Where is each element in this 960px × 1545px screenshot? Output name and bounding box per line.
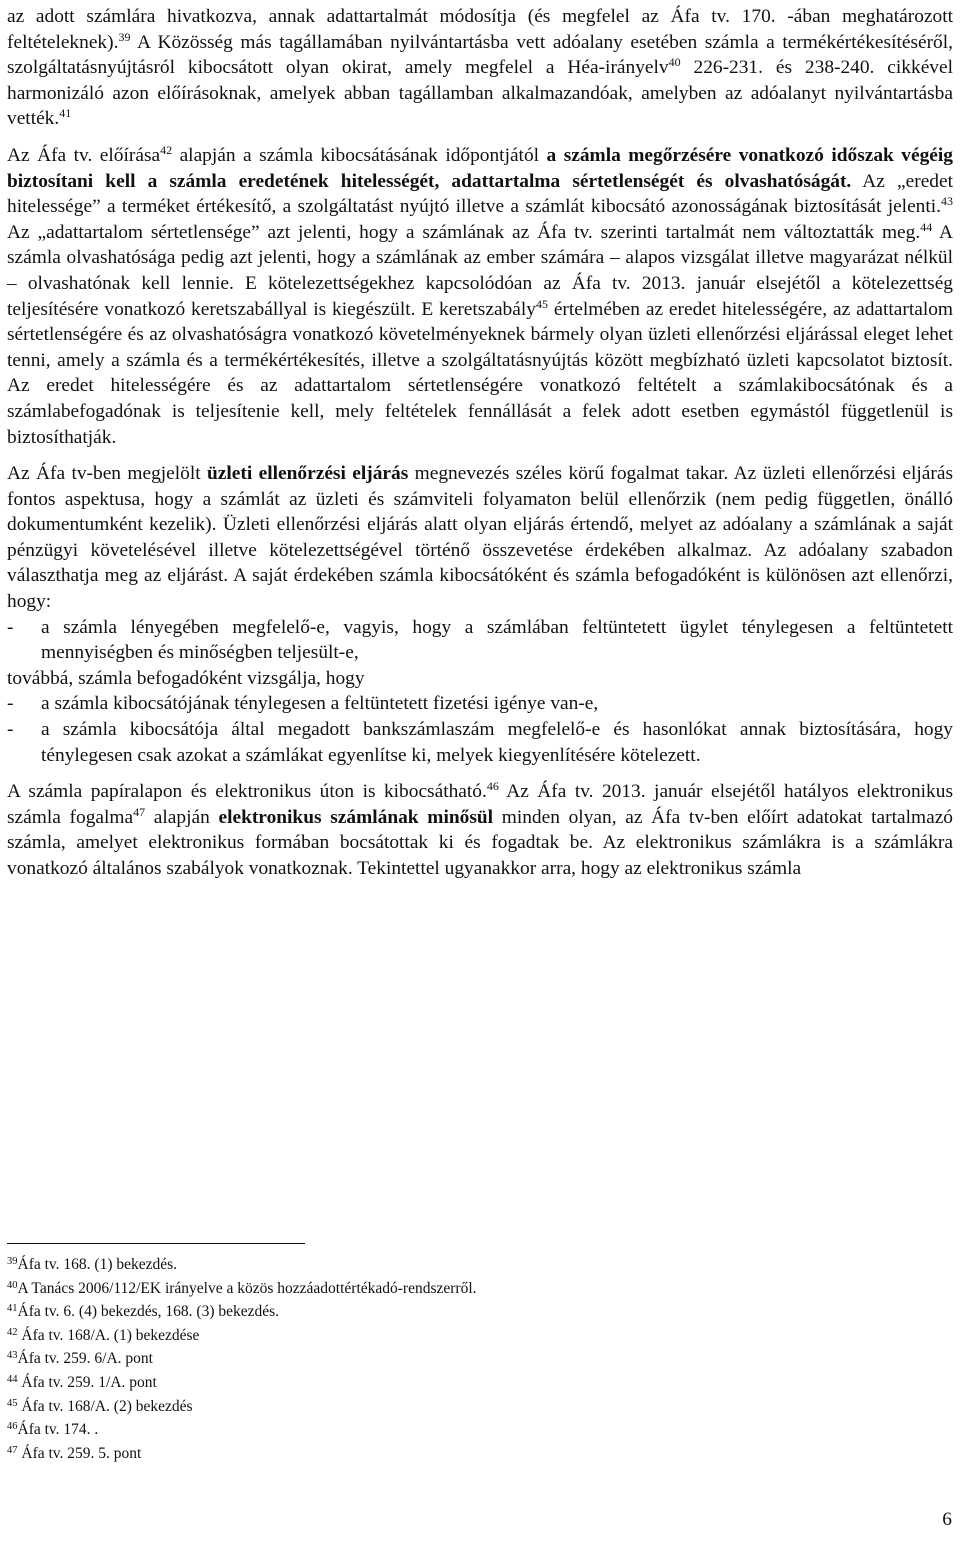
paragraph-text: Az Áfa tv-ben megjelölt bbox=[7, 463, 208, 485]
footnote-ref: 44 bbox=[920, 219, 933, 234]
paragraph-text: az adott számlára hivatkozva, annak adattartalmát módosítja (és megfelel az Áfa tv. 170. -ában meghatározott feltételeknek). bbox=[7, 6, 953, 53]
paragraph-text: alapján a számla kibocsátásának időpontjától bbox=[172, 144, 547, 166]
page-number: 6 bbox=[942, 1509, 952, 1530]
list-dash: - bbox=[7, 719, 14, 741]
paragraph-3 bbox=[7, 461, 953, 615]
list-dash: - bbox=[7, 616, 14, 638]
paragraph-text: értelmében az eredet hitelességére, az adattartalom sértetlenségére és az olvashatóságra vonatkozó követelményeknek bármely olyan üzleti ellenőrzési eljárással eleget lehet tenni, amely a számla és a termékértékesítés, illetve a szolgáltatásnyújtás között megbízható üzleti kapcsolatot biztosít. Az eredet hitelességére és az adattartalom sértetlenségére vonatkozó feltételt a számlakibocsátónak és a számlabefogadónak is teljesítenie kell, mely feltételek fennállását a felek adott esetben egymástól függetlenül is biztosíthatják. bbox=[7, 298, 953, 448]
footnote-text: A Tanács 2006/112/EK irányelve a közös hozzáadottértékadó-rendszerről. bbox=[17, 1279, 477, 1297]
footnote-ref: 39 bbox=[118, 29, 131, 44]
footnote bbox=[7, 1277, 477, 1301]
interlude-line: továbbá, számla befogadóként vizsgálja, hogy bbox=[7, 667, 365, 689]
list-dash: - bbox=[7, 693, 14, 715]
footnote-ref: 43 bbox=[941, 194, 953, 209]
list-item bbox=[7, 717, 953, 768]
footnote-ref: 40 bbox=[668, 55, 681, 70]
footnote-ref: 41 bbox=[59, 106, 72, 121]
paragraph-text: A Közösség más tagállamában nyilvántartásba vett adóalany esetében számla a termékértékesítéséről, szolgáltatásnyújtásról kibocsátott olyan okirat, amely megfelel a Héa-irányelv bbox=[7, 31, 953, 79]
footnote-text: Áfa tv. 174. . bbox=[17, 1421, 99, 1439]
footnote-number: 45 bbox=[7, 1397, 18, 1409]
paragraph-text: Az „eredet hitelessége” a terméket értékesítő, a szolgáltatást nyújtó illetve a számlát kibocsátó azonosságának biztosítását jelenti. bbox=[7, 170, 953, 218]
footnote-number: 46 bbox=[7, 1421, 18, 1433]
paragraph-text: A számla papíralapon és elektronikus úton is kibocsátható. bbox=[7, 781, 487, 803]
list-item-text: a számla kibocsátója által megadott bankszámlaszám megfelelő-e és hasonlókat annak biztosítására, hogy ténylegesen csak azokat a számlákat egyenlítse ki, melyek kiegyenlítésére kötelezett. bbox=[41, 719, 953, 766]
paragraph-1 bbox=[7, 0, 953, 132]
paragraph-text: 226-231. és 238-240. cikkével harmonizáló azon előírásoknak, amelyek abban tagállamban alkalmazandóak, amelyben az adóalanyt nyilvántartásba vették. bbox=[7, 57, 953, 130]
list-item-text: a számla lényegében megfelelő-e, vagyis, hogy a számlában feltüntetett ügylet ténylegesen a feltüntetett mennyiségben és minőségben teljesült-e, bbox=[41, 616, 953, 664]
list-item-text: a számla kibocsátójának ténylegesen a feltüntetett fizetési igénye van-e, bbox=[41, 693, 599, 715]
footnote-text: Áfa tv. 168/A. (1) bekezdése bbox=[17, 1326, 200, 1344]
footnote-text: Áfa tv. 259. 6/A. pont bbox=[17, 1350, 153, 1368]
footnote-number: 43 bbox=[7, 1350, 18, 1362]
paragraph-text: megnevezés széles körű fogalmat takar. Az üzleti ellenőrzési eljárás fontos aspektusa, hogy a számlát az üzleti és számviteli folyamaton belül ellenőrzik (nem pedig független, önálló dokumentumként kezelik). Üzleti ellenőrzési eljárás alatt olyan eljárás értendő, melyet az adóalany a számlának a saját pénzügyi követelésével illetve kötelezettségével történő összevetése érdekében alkalmaz. Az adóalany szabadon választhatja meg az eljárást. A saját érdekében számla kibocsátóként és számla befogadóként is különösen azt ellenőrzi, hogy: bbox=[7, 463, 953, 613]
footnote-number: 47 bbox=[7, 1444, 18, 1456]
body-text bbox=[7, 0, 953, 882]
paragraph-text: alapján bbox=[145, 806, 219, 828]
footnote-text: Áfa tv. 259. 1/A. pont bbox=[17, 1373, 157, 1391]
footnote-number: 40 bbox=[7, 1279, 18, 1291]
footnote-ref: 42 bbox=[160, 142, 173, 157]
footnote-number: 39 bbox=[7, 1256, 18, 1267]
footnote-number: 42 bbox=[7, 1326, 18, 1338]
paragraph-4 bbox=[7, 779, 953, 881]
footnote-text: Áfa tv. 259. 5. pont bbox=[17, 1444, 142, 1462]
footnote bbox=[7, 1442, 477, 1466]
paragraph-2 bbox=[7, 143, 953, 450]
footnote bbox=[7, 1300, 477, 1324]
footnote bbox=[7, 1371, 477, 1395]
footnote bbox=[7, 1395, 477, 1419]
footnote-ref: 45 bbox=[535, 296, 548, 311]
footnote-separator bbox=[7, 1243, 305, 1244]
list-item bbox=[7, 615, 953, 666]
list-item bbox=[7, 691, 953, 717]
bold-emphasis: üzleti ellenőrzési eljárás bbox=[207, 463, 409, 485]
footnote-number: 44 bbox=[7, 1373, 18, 1385]
footnote bbox=[7, 1324, 477, 1348]
paragraph-text: minden olyan, az Áfa tv-ben előírt adatokat tartalmazó számla, amelyet elektronikus formában bocsátottak ki és fogadtak be. Az elektronikus számlákra is a számlákra vonatkozó általános szabályok vonatkoznak. Tekintettel ugyanakkor arra, hogy az elektronikus számla bbox=[7, 806, 953, 879]
bold-emphasis: a számla megőrzésére vonatkozó időszak végéig biztosítani kell a számla eredetének hitelességét, adattartalma sértetlenségét és olvashatóságát. bbox=[7, 144, 953, 192]
paragraph-text: Az „adattartalom sértetlensége” azt jelenti, hogy a számlának az Áfa tv. szerinti tartalmát nem változtatták meg. bbox=[7, 221, 921, 243]
footnote bbox=[7, 1347, 477, 1371]
footnote bbox=[7, 1253, 477, 1277]
footnote-number: 41 bbox=[7, 1303, 18, 1315]
paragraph-text: Az Áfa tv. előírása bbox=[7, 144, 161, 166]
footnote-ref: 47 bbox=[133, 804, 146, 819]
footnote-text: Áfa tv. 168. (1) bekezdés. bbox=[17, 1256, 178, 1273]
footnotes bbox=[7, 1253, 477, 1465]
footnote-ref: 46 bbox=[486, 779, 499, 794]
paragraph-text: A számla olvashatósága pedig azt jelenti, hogy a számlának az ember számára – alapos vizsgálat illetve magyarázat nélkül – olvashatónak kell lennie. E kötelezettségekhez kapcsolódóan az Áfa tv. 2013. január elsejétől a kötelezettség teljesítésére vonatkozó keretszabállyal is kiegészült. E keretszabály bbox=[7, 221, 954, 320]
footnote-text: Áfa tv. 168/A. (2) bekezdés bbox=[17, 1397, 193, 1415]
footnote-text: Áfa tv. 6. (4) bekezdés, 168. (3) bekezdés. bbox=[17, 1303, 280, 1321]
paragraph-text: Az Áfa tv. 2013. január elsejétől hatályos elektronikus számla fogalma bbox=[7, 781, 953, 828]
bold-emphasis: elektronikus számlának minősül bbox=[218, 806, 494, 828]
footnote bbox=[7, 1418, 477, 1442]
